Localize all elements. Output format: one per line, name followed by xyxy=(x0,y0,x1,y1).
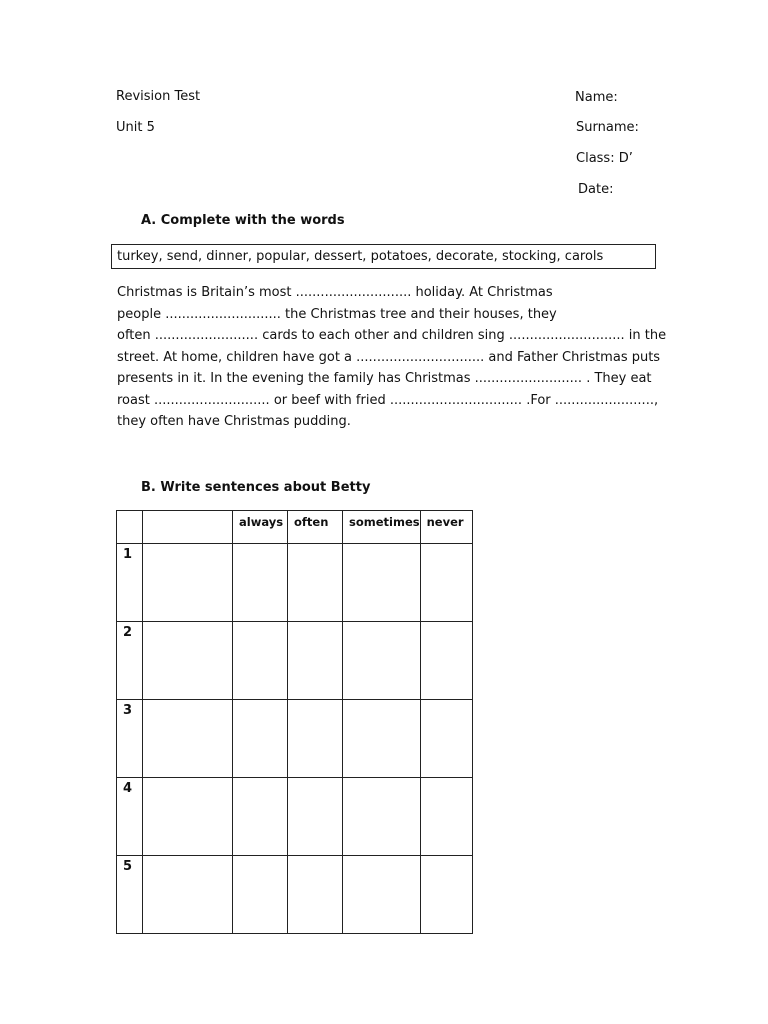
never-cell[interactable] xyxy=(420,544,472,622)
date-label: Date: xyxy=(578,182,614,197)
sometimes-cell[interactable] xyxy=(343,856,421,934)
unit-label: Unit 5 xyxy=(116,120,155,135)
table-row xyxy=(117,778,473,856)
table-row xyxy=(117,544,473,622)
frequency-table xyxy=(116,510,473,934)
always-cell[interactable] xyxy=(233,856,288,934)
table-row xyxy=(117,700,473,778)
row-number: 4 xyxy=(117,778,143,856)
column-header-sometimes: sometimes xyxy=(343,511,421,544)
sentence-cell[interactable] xyxy=(143,778,233,856)
sentence-cell[interactable] xyxy=(143,856,233,934)
always-cell[interactable] xyxy=(233,544,288,622)
row-number: 2 xyxy=(117,622,143,700)
surname-label: Surname: xyxy=(576,120,639,135)
name-label: Name: xyxy=(575,90,618,105)
paragraph-line: they often have Christmas pudding. xyxy=(117,414,351,429)
often-cell[interactable] xyxy=(288,778,343,856)
paragraph-line: presents in it. In the evening the family has Christmas .......................... . They eat xyxy=(117,371,652,386)
column-header-always: always xyxy=(233,511,288,544)
sentence-cell[interactable] xyxy=(143,544,233,622)
class-label: Class: D’ xyxy=(576,151,633,166)
table-header-row xyxy=(117,511,473,544)
always-cell[interactable] xyxy=(233,778,288,856)
row-number: 5 xyxy=(117,856,143,934)
paragraph-line: roast ............................ or beef with fried ................................ .For ........................, xyxy=(117,392,659,408)
paragraph-line: Christmas is Britain’s most ............................ holiday. At Christmas xyxy=(117,285,553,300)
never-cell[interactable] xyxy=(420,700,472,778)
never-cell[interactable] xyxy=(420,778,472,856)
sometimes-cell[interactable] xyxy=(343,778,421,856)
section-a-heading: A. Complete with the words xyxy=(141,213,345,228)
often-cell[interactable] xyxy=(288,622,343,700)
paragraph-line: often ......................... cards to each other and children sing ............................ in the xyxy=(117,328,667,343)
table-row xyxy=(117,622,473,700)
never-cell[interactable] xyxy=(420,622,472,700)
sentence-cell[interactable] xyxy=(143,622,233,700)
row-number: 3 xyxy=(117,700,143,778)
table-row xyxy=(117,856,473,934)
column-header xyxy=(143,511,233,544)
sometimes-cell[interactable] xyxy=(343,700,421,778)
often-cell[interactable] xyxy=(288,544,343,622)
sometimes-cell[interactable] xyxy=(343,622,421,700)
test-title: Revision Test xyxy=(116,89,201,104)
column-header xyxy=(117,511,143,544)
column-header-often: often xyxy=(288,511,343,544)
cloze-paragraph xyxy=(117,282,667,433)
sentence-cell[interactable] xyxy=(143,700,233,778)
column-header-never: never xyxy=(420,511,472,544)
always-cell[interactable] xyxy=(233,700,288,778)
often-cell[interactable] xyxy=(288,700,343,778)
word-bank-box: turkey, send, dinner, popular, dessert, potatoes, decorate, stocking, carols xyxy=(111,244,656,269)
never-cell[interactable] xyxy=(420,856,472,934)
often-cell[interactable] xyxy=(288,856,343,934)
always-cell[interactable] xyxy=(233,622,288,700)
sometimes-cell[interactable] xyxy=(343,544,421,622)
paragraph-line: people ............................ the Christmas tree and their houses, they xyxy=(117,306,557,322)
section-b-heading: B. Write sentences about Betty xyxy=(141,480,371,495)
row-number: 1 xyxy=(117,544,143,622)
paragraph-line: street. At home, children have got a ............................... and Father Christmas puts xyxy=(117,349,661,365)
